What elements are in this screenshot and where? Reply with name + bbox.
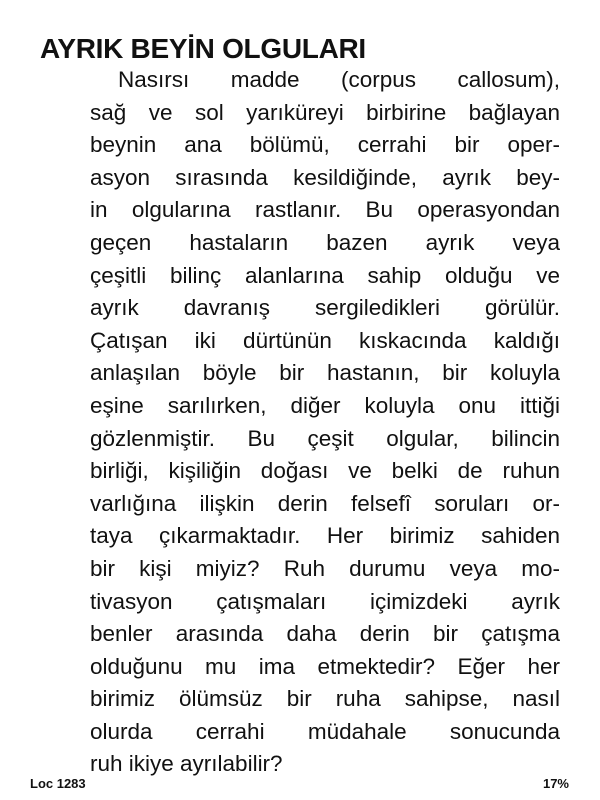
text-line: Çatışan iki dürtünün kıskacında kaldığı	[90, 327, 560, 353]
text-line: in olgularına rastlanır. Bu operasyondan	[90, 197, 560, 223]
text-line: beynin ana bölümü, cerrahi bir oper-	[90, 132, 560, 158]
text-line: Nasırsı madde (corpus callosum),	[118, 67, 560, 92]
text-line: anlaşılan böyle bir hastanın, bir koluyla	[90, 360, 560, 386]
text-line: olduğunu mu ima etmektedir? Eğer her	[90, 653, 560, 679]
text-line: taya çıkarmaktadır. Her birimiz sahiden	[90, 523, 560, 549]
text-line: sağ ve sol yarıküreyi birbirine bağlayan	[90, 99, 560, 125]
text-line: varlığına ilişkin derin felsefî soruları or-	[90, 490, 560, 516]
text-line: benler arasında daha derin bir çatışma	[90, 621, 560, 647]
text-line: asyon sırasında kesildiğinde, ayrık bey-	[90, 164, 560, 190]
body-paragraph	[90, 64, 560, 781]
text-line: gözlenmiştir. Bu çeşit olgular, bilincin	[90, 425, 560, 451]
page-title: AYRIK BEYİN OLGULARI	[40, 33, 366, 64]
progress-percentage: 17%	[542, 776, 569, 791]
text-line: geçen hastaların bazen ayrık veya	[90, 229, 560, 255]
text-line: bir kişi miyiz? Ruh durumu veya mo-	[90, 555, 560, 581]
location-indicator: Loc 1283	[30, 776, 86, 791]
text-line: birliği, kişiliğin doğası ve belki de ruhun	[90, 458, 560, 484]
text-line: ayrık davranış sergiledikleri görülür.	[90, 295, 560, 321]
text-line: çeşitli bilinç alanlarına sahip olduğu ve	[90, 262, 560, 288]
text-line: olurda cerrahi müdahale sonucunda	[90, 718, 560, 744]
text-line: ruh ikiye ayrılabilir?	[90, 751, 283, 777]
text-line: eşine sarılırken, diğer koluyla onu ittiği	[90, 392, 560, 418]
text-line: tivasyon çatışmaları içimizdeki ayrık	[90, 588, 560, 614]
text-line: birimiz ölümsüz bir ruha sahipse, nasıl	[90, 686, 560, 712]
